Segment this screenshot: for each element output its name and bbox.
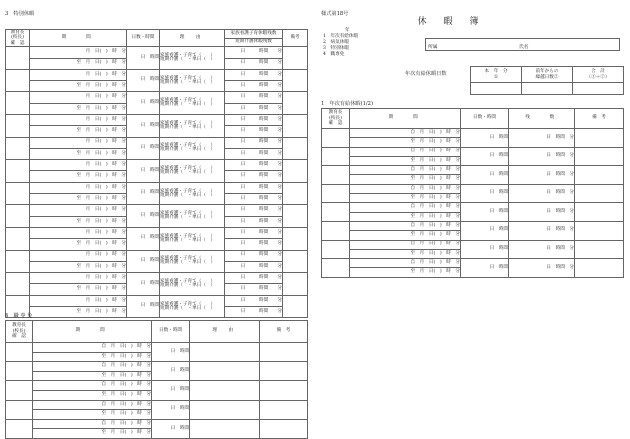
period-to-cell[interactable]: 至 月 日( ) 時 分 [350, 212, 461, 221]
table-row [6, 137, 308, 148]
period-to-cell[interactable]: 至 月 日( ) 時 分 [33, 371, 152, 381]
period-to-cell[interactable]: 至 月 日( ) 時 分 [30, 126, 127, 137]
special-header-days: 日数・時間 [127, 30, 160, 47]
period-to-cell[interactable]: 至 月 日( ) 時 分 [33, 429, 152, 439]
document-title: 休 暇 簿 [417, 17, 483, 27]
short-care-remaining-cell[interactable]: 日 時間 分 [225, 307, 283, 318]
note-cell[interactable] [283, 92, 308, 115]
days-hours-cell[interactable]: 日 時間 [127, 182, 160, 205]
days-hours-cell[interactable]: 日 時間 [127, 295, 160, 318]
approval-stamp-cell[interactable] [322, 240, 350, 259]
special-header-care-sub: 短期介護休暇残数 [225, 38, 283, 47]
days-hours-cell[interactable]: 日 時間 [461, 240, 509, 259]
year-label: 年 [345, 28, 350, 33]
annual-days-label: 年次有給休暇日数 [405, 71, 447, 77]
approval-stamp-cell[interactable] [322, 147, 350, 166]
reason-care-option: 家族看護・子育て（ ） [160, 53, 216, 59]
period-from-cell[interactable]: 月 日( ) 時 分 [30, 47, 127, 58]
period-from-cell[interactable]: 自 月 日( ) 時 分 [33, 381, 152, 391]
reason-cell[interactable] [160, 227, 225, 250]
short-care-remaining-cell[interactable]: 日 時間 分 [225, 284, 283, 295]
approval-stamp-cell[interactable] [6, 250, 30, 273]
period-from-cell[interactable]: 月 日( ) 時 分 [30, 182, 127, 193]
note-cell[interactable] [575, 240, 624, 259]
summary-total-value[interactable] [573, 83, 624, 95]
reason-care-option: 家族看護・子育て（ ） [160, 278, 216, 284]
period-from-cell[interactable]: 月 日( ) 時 分 [30, 250, 127, 261]
short-care-remaining-cell[interactable]: 日 時間 分 [225, 194, 283, 205]
table-row [6, 227, 308, 238]
duty-exemption-title: 4 職 専 免 [5, 313, 33, 319]
table-row [6, 400, 308, 410]
reason-short-care-option: 短期介護（ ・単日（ ） [160, 215, 216, 221]
approval-stamp-cell[interactable] [6, 273, 30, 296]
period-to-cell[interactable]: 至 月 日( ) 時 分 [350, 194, 461, 203]
note-cell[interactable] [260, 362, 308, 381]
note-cell[interactable] [283, 250, 308, 273]
table-row [6, 69, 308, 80]
table-row [322, 147, 624, 156]
note-cell[interactable] [283, 227, 308, 250]
short-care-remaining-cell[interactable]: 日 時間 分 [225, 261, 283, 272]
special-header-note: 備考 [283, 30, 308, 47]
approval-stamp-cell[interactable] [6, 115, 30, 138]
approval-stamp-cell[interactable] [6, 381, 33, 400]
note-cell[interactable] [260, 381, 308, 400]
note-cell[interactable] [283, 160, 308, 183]
care-remaining-cell[interactable]: 日 時間 分 [225, 182, 283, 193]
exempt-header-approval: 教育長 (校長) 確 認 [6, 321, 33, 343]
days-hours-cell[interactable]: 日 時間 [127, 69, 160, 92]
reason-short-care-option: 短期介護（ ・単日（ ） [160, 169, 216, 175]
reason-cell[interactable] [160, 273, 225, 296]
remaining-days-cell[interactable]: 日 時間 分 [509, 259, 575, 278]
remaining-days-cell[interactable]: 日 時間 分 [509, 129, 575, 148]
table-row [6, 250, 308, 261]
period-from-cell[interactable]: 自 月 日( ) 時 分 [350, 129, 461, 138]
special-header-care: 家族看護子育休暇残数 [225, 30, 283, 39]
affiliation-name-box [425, 38, 620, 51]
period-to-cell[interactable]: 至 月 日( ) 時 分 [350, 268, 461, 277]
period-to-cell[interactable]: 至 月 日( ) 時 分 [350, 138, 461, 147]
period-from-cell[interactable]: 月 日( ) 時 分 [30, 69, 127, 80]
short-care-remaining-cell[interactable]: 日 時間 分 [225, 126, 283, 137]
summary-header-this-year: 本 年 分 ① [471, 67, 522, 83]
days-hours-cell[interactable]: 日 時間 [127, 250, 160, 273]
summary-carryover-value[interactable] [522, 83, 573, 95]
short-care-remaining-cell[interactable]: 日 時間 分 [225, 81, 283, 92]
remaining-days-cell[interactable]: 日 時間 分 [509, 147, 575, 166]
table-row [6, 295, 308, 306]
reason-cell[interactable] [160, 160, 225, 183]
period-from-cell[interactable]: 自 月 日( ) 時 分 [33, 419, 152, 429]
period-to-cell[interactable]: 至 月 日( ) 時 分 [30, 58, 127, 69]
care-remaining-cell[interactable]: 日 時間 分 [225, 137, 283, 148]
period-from-cell[interactable]: 月 日( ) 時 分 [30, 92, 127, 103]
summary-header-total: 合 計 （①＋②） [573, 67, 624, 83]
duty-exemption-table [5, 320, 308, 439]
period-from-cell[interactable]: 自 月 日( ) 時 分 [350, 240, 461, 249]
reason-cell[interactable] [160, 250, 225, 273]
care-remaining-cell[interactable]: 日 時間 分 [225, 47, 283, 58]
note-cell[interactable] [575, 147, 624, 166]
period-from-cell[interactable]: 自 月 日( ) 時 分 [350, 221, 461, 230]
period-to-cell[interactable]: 至 月 日( ) 時 分 [350, 156, 461, 165]
care-remaining-cell[interactable]: 日 時間 分 [225, 273, 283, 284]
exempt-header-period: 期 間 [33, 321, 152, 343]
reason-short-care-option: 短期介護（ ・単日（ ） [160, 237, 216, 243]
remaining-days-cell[interactable]: 日 時間 分 [509, 240, 575, 259]
reason-short-care-option: 短期介護（ ・単日（ ） [160, 147, 216, 153]
note-cell[interactable] [260, 419, 308, 438]
table-row [322, 240, 624, 249]
period-from-cell[interactable]: 自 月 日( ) 時 分 [350, 203, 461, 212]
special-header-period: 期 間 [30, 30, 127, 47]
annual-header-remain: 残 数 [509, 109, 575, 129]
table-row [6, 47, 308, 58]
reason-care-option: 家族看護・子育て（ ） [160, 188, 216, 194]
table-row [6, 362, 308, 372]
days-hours-cell[interactable]: 日 時間 [461, 259, 509, 278]
days-hours-cell[interactable]: 日 時間 [461, 129, 509, 148]
table-row [6, 182, 308, 193]
period-to-cell[interactable]: 至 月 日( ) 時 分 [350, 175, 461, 184]
note-cell[interactable] [283, 182, 308, 205]
reason-care-option: 家族看護・子育て（ ） [160, 165, 216, 171]
period-to-cell[interactable]: 至 月 日( ) 時 分 [30, 81, 127, 92]
short-care-remaining-cell[interactable]: 日 時間 分 [225, 148, 283, 159]
reason-care-option: 家族看護・子育て（ ） [160, 233, 216, 239]
table-row [322, 259, 624, 268]
note-cell[interactable] [283, 115, 308, 138]
note-cell[interactable] [575, 203, 624, 222]
approval-stamp-cell[interactable] [6, 182, 30, 205]
remaining-days-cell[interactable]: 日 時間 分 [509, 184, 575, 203]
exempt-header-reason: 理 由 [190, 321, 260, 343]
approval-stamp-cell[interactable] [6, 69, 30, 92]
note-cell[interactable] [283, 273, 308, 296]
period-from-cell[interactable]: 月 日( ) 時 分 [30, 160, 127, 171]
reason-care-option: 家族看護・子育て（ ） [160, 211, 216, 217]
special-leave-table [5, 29, 308, 318]
period-from-cell[interactable]: 月 日( ) 時 分 [30, 295, 127, 306]
reason-short-care-option: 短期介護（ ・単日（ ） [160, 79, 216, 85]
period-from-cell[interactable]: 月 日( ) 時 分 [30, 115, 127, 126]
period-to-cell[interactable]: 至 月 日( ) 時 分 [350, 249, 461, 258]
table-row [6, 160, 308, 171]
table-row [322, 184, 624, 193]
special-header-reason: 理 由 [160, 30, 225, 47]
reason-cell[interactable] [190, 419, 260, 438]
period-to-cell[interactable]: 至 月 日( ) 時 分 [30, 261, 127, 272]
days-hours-cell[interactable]: 日 時間 [461, 184, 509, 203]
legend-item: 4 職専免 [323, 52, 345, 57]
care-remaining-cell[interactable]: 日 時間 分 [225, 295, 283, 306]
reason-care-option: 家族看護・子育て（ ） [160, 143, 216, 149]
reason-care-option: 家族看護・子育て（ ） [160, 75, 216, 81]
days-hours-cell[interactable]: 日 時間 [461, 203, 509, 222]
table-row [6, 115, 308, 126]
exempt-header-note: 備 考 [260, 321, 308, 343]
approval-stamp-cell[interactable] [322, 203, 350, 222]
period-to-cell[interactable]: 至 月 日( ) 時 分 [33, 390, 152, 400]
summary-this-year-value[interactable] [471, 83, 522, 95]
table-row [322, 166, 624, 175]
annual-leave-body [322, 109, 624, 278]
annual-header-days: 日数・時間 [461, 109, 509, 129]
period-to-cell[interactable]: 至 月 日( ) 時 分 [33, 410, 152, 420]
remaining-days-cell[interactable]: 日 時間 分 [509, 203, 575, 222]
period-from-cell[interactable]: 自 月 日( ) 時 分 [350, 184, 461, 193]
short-care-remaining-cell[interactable]: 日 時間 分 [225, 239, 283, 250]
period-to-cell[interactable]: 至 月 日( ) 時 分 [30, 284, 127, 295]
period-to-cell[interactable]: 至 月 日( ) 時 分 [350, 231, 461, 240]
table-row [6, 343, 308, 353]
approval-stamp-cell[interactable] [322, 184, 350, 203]
annual-summary-table [470, 66, 624, 95]
table-row [6, 381, 308, 391]
table-row [322, 129, 624, 138]
form-number: 様式第18号 [321, 11, 349, 17]
special-leave-title: 3 特別休暇 [5, 11, 35, 17]
reason-care-option: 家族看護・子育て（ ） [160, 256, 216, 262]
annual-leave-table [321, 108, 624, 278]
note-cell[interactable] [283, 295, 308, 318]
days-hours-cell[interactable]: 日 時間 [461, 221, 509, 240]
approval-stamp-cell[interactable] [322, 129, 350, 148]
reason-cell[interactable] [190, 381, 260, 400]
note-cell[interactable] [283, 137, 308, 160]
reason-cell[interactable] [190, 400, 260, 419]
exempt-header-days: 日数・時間 [152, 321, 190, 343]
annual-header-approval: 教育長 (校長) 確 認 [322, 109, 350, 129]
reason-short-care-option: 短期介護（ ・単日（ ） [160, 192, 216, 198]
period-from-cell[interactable]: 自 月 日( ) 時 分 [33, 343, 152, 353]
short-care-remaining-cell[interactable]: 日 時間 分 [225, 58, 283, 69]
approval-stamp-cell[interactable] [6, 205, 30, 228]
reason-cell[interactable] [160, 295, 225, 318]
days-hours-cell[interactable]: 日 時間 [127, 47, 160, 70]
period-to-cell[interactable]: 至 月 日( ) 時 分 [30, 103, 127, 114]
days-hours-cell[interactable]: 日 時間 [152, 343, 190, 362]
note-cell[interactable] [283, 69, 308, 92]
special-leave-body [6, 30, 308, 318]
days-hours-cell[interactable]: 日 時間 [127, 205, 160, 228]
right-page [315, 0, 630, 439]
period-from-cell[interactable]: 自 月 日( ) 時 分 [350, 147, 461, 156]
approval-stamp-cell[interactable] [322, 166, 350, 185]
legend-item: 1 年次有給休暇 [323, 34, 359, 39]
table-row [6, 205, 308, 216]
leave-type-legend [323, 28, 358, 58]
period-to-cell[interactable]: 至 月 日( ) 時 分 [33, 352, 152, 362]
period-from-cell[interactable]: 自 月 日( ) 時 分 [33, 362, 152, 372]
note-cell[interactable] [575, 184, 624, 203]
note-cell[interactable] [260, 400, 308, 419]
care-remaining-cell[interactable]: 日 時間 分 [225, 227, 283, 238]
short-care-remaining-cell[interactable]: 日 時間 分 [225, 103, 283, 114]
approval-stamp-cell[interactable] [6, 362, 33, 381]
period-to-cell[interactable]: 至 月 日( ) 時 分 [30, 307, 127, 318]
days-hours-cell[interactable]: 日 時間 [461, 166, 509, 185]
remaining-days-cell[interactable]: 日 時間 分 [509, 221, 575, 240]
days-hours-cell[interactable]: 日 時間 [152, 362, 190, 381]
approval-stamp-cell[interactable] [6, 419, 33, 438]
note-cell[interactable] [283, 205, 308, 228]
reason-cell[interactable] [160, 92, 225, 115]
reason-short-care-option: 短期介護（ ・単日（ ） [160, 57, 216, 63]
care-remaining-cell[interactable]: 日 時間 分 [225, 92, 283, 103]
summary-header-carryover: 前年からの 繰越日数② [522, 67, 573, 83]
reason-cell[interactable] [160, 205, 225, 228]
short-care-remaining-cell[interactable]: 日 時間 分 [225, 216, 283, 227]
care-remaining-cell[interactable]: 日 時間 分 [225, 115, 283, 126]
days-hours-cell[interactable]: 日 時間 [152, 419, 190, 438]
special-header-approval: 教育長 (校長) 確 認 [6, 30, 30, 47]
period-from-cell[interactable]: 自 月 日( ) 時 分 [350, 166, 461, 175]
days-hours-cell[interactable]: 日 時間 [461, 147, 509, 166]
care-remaining-cell[interactable]: 日 時間 分 [225, 69, 283, 80]
period-to-cell[interactable]: 至 月 日( ) 時 分 [30, 239, 127, 250]
days-hours-cell[interactable]: 日 時間 [127, 92, 160, 115]
period-from-cell[interactable]: 自 月 日( ) 時 分 [350, 259, 461, 268]
reason-cell[interactable] [160, 69, 225, 92]
reason-cell[interactable] [190, 362, 260, 381]
care-remaining-cell[interactable]: 日 時間 分 [225, 250, 283, 261]
legend-item: 2 病気休暇 [323, 40, 349, 45]
note-cell[interactable] [283, 47, 308, 70]
period-from-cell[interactable]: 月 日( ) 時 分 [30, 205, 127, 216]
annual-header-period: 期 間 [350, 109, 461, 129]
care-remaining-cell[interactable]: 日 時間 分 [225, 205, 283, 216]
duty-exemption-body [6, 321, 308, 439]
approval-stamp-cell[interactable] [6, 343, 33, 362]
reason-cell[interactable] [160, 182, 225, 205]
approval-stamp-cell[interactable] [6, 47, 30, 70]
note-cell[interactable] [575, 221, 624, 240]
approval-stamp-cell[interactable] [6, 92, 30, 115]
reason-short-care-option: 短期介護（ ・単日（ ） [160, 260, 216, 266]
table-row [6, 92, 308, 103]
period-from-cell[interactable]: 自 月 日( ) 時 分 [33, 400, 152, 410]
table-row [6, 273, 308, 284]
reason-care-option: 家族看護・子育て（ ） [160, 301, 216, 307]
approval-stamp-cell[interactable] [6, 137, 30, 160]
reason-care-option: 家族看護・子育て（ ） [160, 120, 216, 126]
period-from-cell[interactable]: 月 日( ) 時 分 [30, 137, 127, 148]
reason-cell[interactable] [160, 115, 225, 138]
note-cell[interactable] [575, 129, 624, 148]
affiliation-label: 所属 [428, 45, 438, 50]
days-hours-cell[interactable]: 日 時間 [152, 400, 190, 419]
approval-stamp-cell[interactable] [322, 259, 350, 278]
reason-short-care-option: 短期介護（ ・単日（ ） [160, 124, 216, 130]
period-to-cell[interactable]: 至 月 日( ) 時 分 [30, 148, 127, 159]
days-hours-cell[interactable]: 日 時間 [127, 227, 160, 250]
note-cell[interactable] [260, 343, 308, 362]
approval-stamp-cell[interactable] [6, 400, 33, 419]
reason-cell[interactable] [160, 137, 225, 160]
table-row [6, 419, 308, 429]
table-row [322, 221, 624, 230]
reason-care-option: 家族看護・子育て（ ） [160, 98, 216, 104]
short-care-remaining-cell[interactable]: 日 時間 分 [225, 171, 283, 182]
care-remaining-cell[interactable]: 日 時間 分 [225, 160, 283, 171]
table-row [322, 203, 624, 212]
reason-cell[interactable] [190, 343, 260, 362]
period-to-cell[interactable]: 至 月 日( ) 時 分 [30, 194, 127, 205]
annual-leave-title: 1 年次有給休暇(1/2) [321, 101, 374, 107]
period-from-cell[interactable]: 月 日( ) 時 分 [30, 273, 127, 284]
note-cell[interactable] [575, 166, 624, 185]
approval-stamp-cell[interactable] [322, 221, 350, 240]
remaining-days-cell[interactable]: 日 時間 分 [509, 166, 575, 185]
period-to-cell[interactable]: 至 月 日( ) 時 分 [30, 216, 127, 227]
legend-item: 3 特別休暇 [323, 46, 349, 51]
approval-stamp-cell[interactable] [6, 160, 30, 183]
reason-cell[interactable] [160, 47, 225, 70]
name-label: 氏名 [519, 45, 529, 50]
days-hours-cell[interactable]: 日 時間 [127, 137, 160, 160]
reason-short-care-option: 短期介護（ ・単日（ ） [160, 305, 216, 311]
days-hours-cell[interactable]: 日 時間 [152, 381, 190, 400]
days-hours-cell[interactable]: 日 時間 [127, 273, 160, 296]
note-cell[interactable] [575, 259, 624, 278]
days-hours-cell[interactable]: 日 時間 [127, 160, 160, 183]
reason-short-care-option: 短期介護（ ・単日（ ） [160, 282, 216, 288]
approval-stamp-cell[interactable] [6, 227, 30, 250]
days-hours-cell[interactable]: 日 時間 [127, 115, 160, 138]
annual-header-note: 備 考 [575, 109, 624, 129]
reason-short-care-option: 短期介護（ ・単日（ ） [160, 102, 216, 108]
period-from-cell[interactable]: 月 日( ) 時 分 [30, 227, 127, 238]
period-to-cell[interactable]: 至 月 日( ) 時 分 [30, 171, 127, 182]
